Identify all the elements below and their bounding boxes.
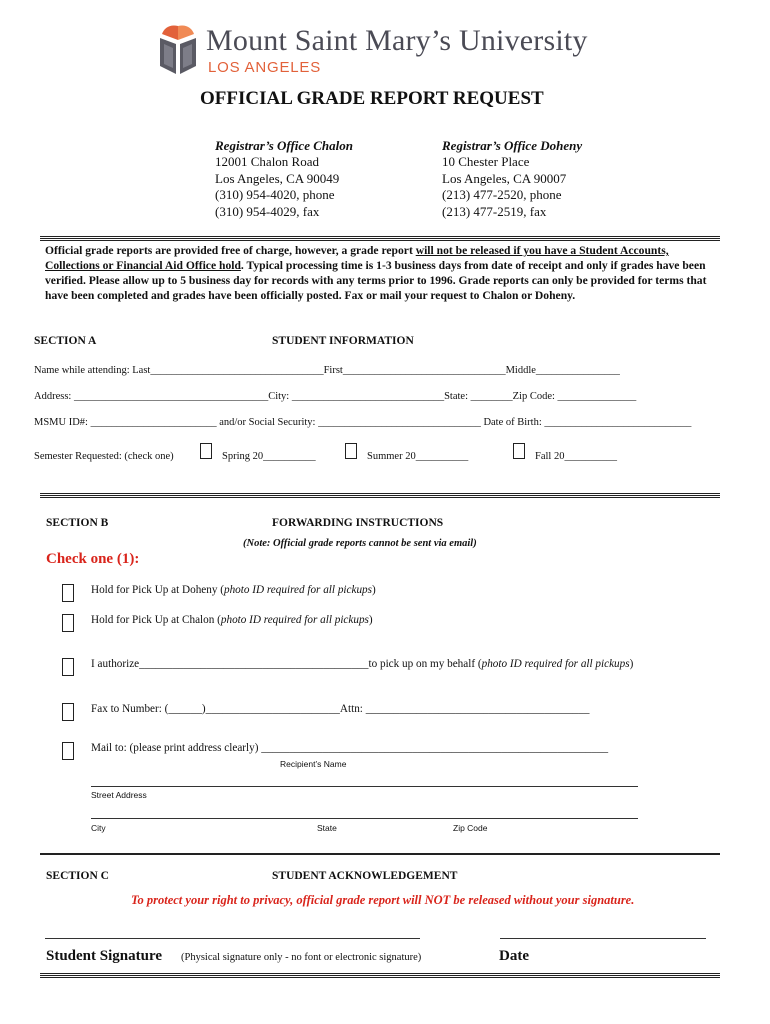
option-end: ) xyxy=(368,614,373,626)
date-label: Date xyxy=(499,948,529,964)
option-text: Hold for Pick Up at Doheny ( xyxy=(91,584,224,596)
state-label: State xyxy=(317,823,337,833)
section-b-heading: FORWARDING INSTRUCTIONS xyxy=(272,517,444,529)
authorize-option[interactable] xyxy=(91,658,633,670)
option-note: photo ID required for all pickups xyxy=(223,584,372,596)
date-line[interactable] xyxy=(500,938,706,939)
signature-line[interactable] xyxy=(45,938,420,939)
email-note: (Note: Official grade reports cannot be sent via email) xyxy=(243,538,477,549)
pickup-chalon-option xyxy=(91,614,373,626)
notice-text: Official grade reports are provided free of charge, however, a grade report xyxy=(45,244,416,257)
office-line: (310) 954-4020, phone xyxy=(215,187,335,202)
option-end: ) xyxy=(629,658,634,670)
office-line: Los Angeles, CA 90007 xyxy=(442,170,567,186)
option-text: Hold for Pick Up at Chalon ( xyxy=(91,614,221,626)
campus-name: LOS ANGELES xyxy=(208,59,322,76)
city-label: City xyxy=(91,823,106,833)
university-logo xyxy=(158,24,198,76)
book-shield-icon xyxy=(158,24,198,76)
office-heading: Registrar’s Office Chalon xyxy=(215,138,353,153)
section-a-label: SECTION A xyxy=(34,335,97,347)
section-c-heading: STUDENT ACKNOWLEDGEMENT xyxy=(272,870,458,882)
address-field[interactable]: Address: _____________________________________City: _____________________________State: ________Zip Code: _______________ xyxy=(34,391,637,402)
fall-checkbox[interactable] xyxy=(513,443,525,459)
office-line: (213) 477-2520, phone xyxy=(442,187,562,202)
name-field[interactable]: Name while attending: Last_________________________________First_______________________________Middle________________ xyxy=(34,365,620,376)
option-note: photo ID required for all pickups xyxy=(220,614,369,626)
zip-code-label: Zip Code xyxy=(453,823,488,833)
pickup-chalon-checkbox[interactable] xyxy=(62,614,74,632)
fall-field[interactable]: Fall 20__________ xyxy=(535,451,617,462)
pickup-doheny-option xyxy=(91,584,376,596)
office-line: Los Angeles, CA 90049 xyxy=(215,170,340,186)
office-line: (310) 954-4029, fax xyxy=(215,203,320,219)
authorize-checkbox[interactable] xyxy=(62,658,74,676)
fax-checkbox[interactable] xyxy=(62,703,74,721)
check-one-label: Check one (1): xyxy=(46,551,140,567)
signature-label: Student Signature xyxy=(46,948,163,964)
office-line: 12001 Chalon Road xyxy=(215,154,319,169)
divider xyxy=(40,853,720,855)
pickup-doheny-checkbox[interactable] xyxy=(62,584,74,602)
divider xyxy=(40,973,720,978)
city-state-zip-line[interactable] xyxy=(91,818,638,819)
summer-field[interactable]: Summer 20__________ xyxy=(367,451,469,462)
office-doheny xyxy=(442,138,582,220)
option-end: ) xyxy=(372,584,376,596)
street-address-label: Street Address xyxy=(91,790,147,800)
spring-field[interactable]: Spring 20__________ xyxy=(222,451,316,462)
section-c-label: SECTION C xyxy=(46,870,109,882)
street-address-line[interactable] xyxy=(91,786,638,787)
mail-option[interactable]: Mail to: (please print address clearly) ______________________________________________________________ xyxy=(91,742,609,754)
spring-checkbox[interactable] xyxy=(200,443,212,459)
office-line: (213) 477-2519, fax xyxy=(442,203,547,219)
signature-note: (Physical signature only - no font or electronic signature) xyxy=(181,952,422,963)
notice-text: . Typical processing time is 1-3 business days from date of receipt and only if grades have been verified. Please allow up to 5 business day for records with any terms prior to 1996. Grade reports can only be provided for terms that have been completed and grades have been officially posted. Fax or mail your request to Chalon or Doheny. xyxy=(45,259,707,302)
semester-label: Semester Requested: (check one) xyxy=(34,451,174,462)
divider xyxy=(40,493,720,498)
privacy-warning: To protect your right to privacy, official grade report will NOT be released without your signature. xyxy=(131,893,635,907)
office-line: 10 Chester Place xyxy=(442,154,530,169)
option-note: photo ID required for all pickups xyxy=(481,658,630,670)
id-field[interactable]: MSMU ID#: ________________________ and/or Social Security: _______________________________ Date of Birth: ____________________________ xyxy=(34,417,692,428)
section-b-label: SECTION B xyxy=(46,517,109,529)
office-heading: Registrar’s Office Doheny xyxy=(442,138,583,153)
summer-checkbox[interactable] xyxy=(345,443,357,459)
divider xyxy=(40,236,720,241)
notice-paragraph xyxy=(45,243,717,303)
university-name: Mount Saint Mary’s University xyxy=(206,24,588,57)
notice-hold-warning: will not be released if you have a Student Accounts, Collections or Financial Aid Office hold xyxy=(45,244,669,272)
office-chalon xyxy=(215,138,353,220)
option-text: I authorize_________________________________________to pick up on my behalf ( xyxy=(91,658,482,670)
recipient-name-label: Recipient’s Name xyxy=(280,759,347,769)
fax-option[interactable]: Fax to Number: (______)________________________Attn: ________________________________________ xyxy=(91,703,590,715)
mail-checkbox[interactable] xyxy=(62,742,74,760)
page-title: OFFICIAL GRADE REPORT REQUEST xyxy=(200,88,544,109)
section-a-heading: STUDENT INFORMATION xyxy=(272,335,414,347)
